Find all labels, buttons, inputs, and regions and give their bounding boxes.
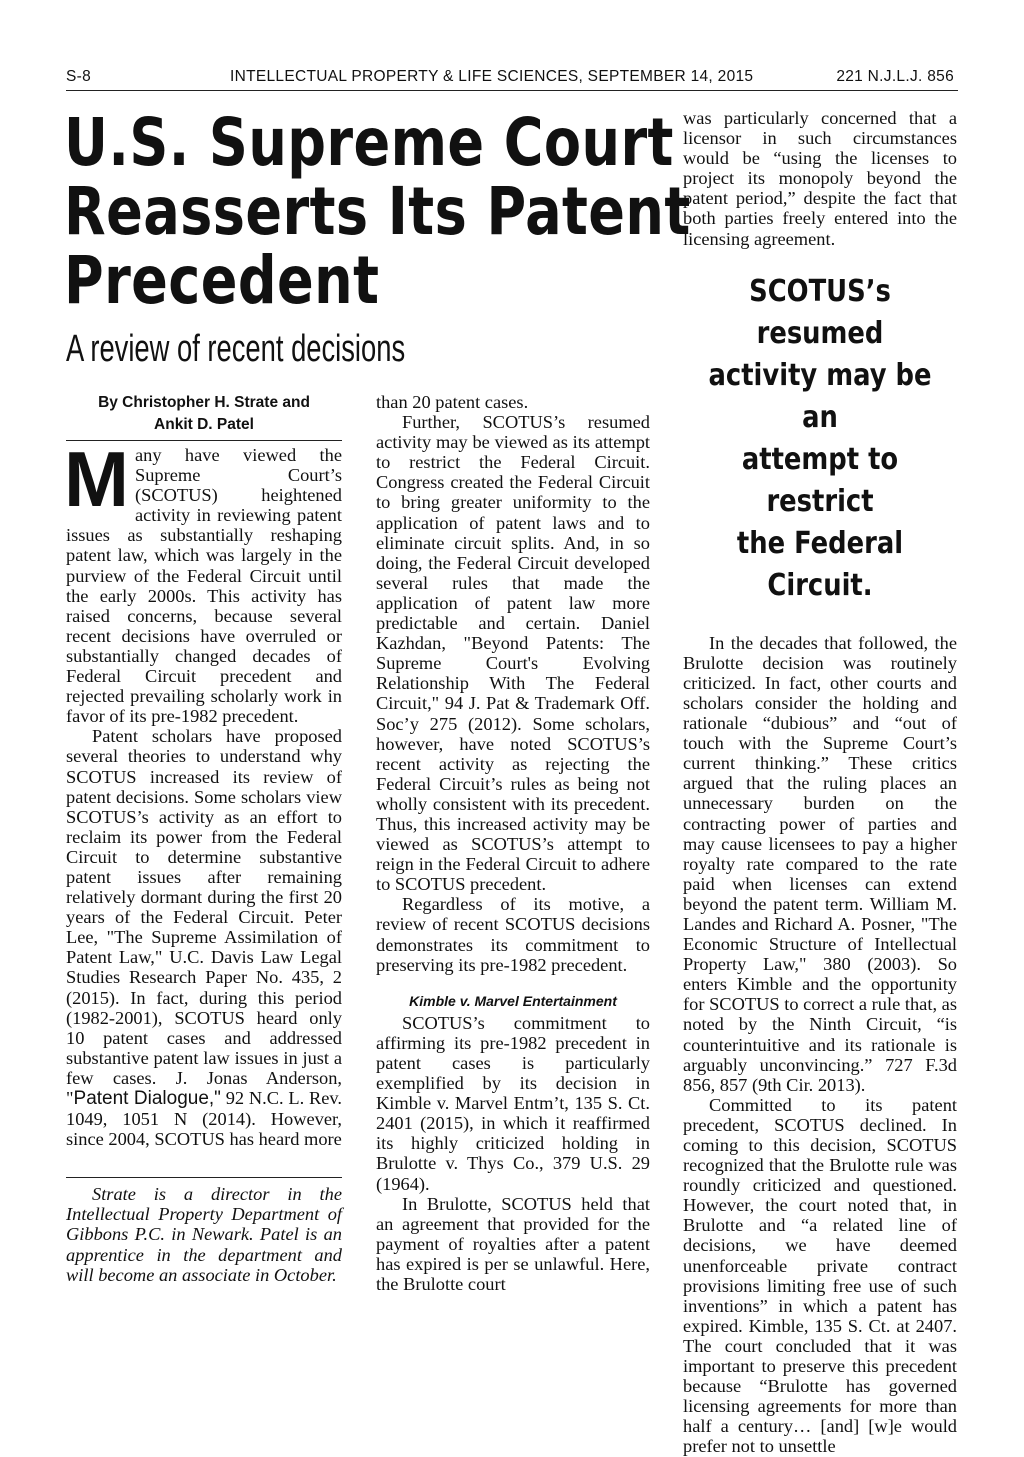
pull-quote-line-3: attempt to restrict — [741, 441, 899, 519]
paragraph-intro — [64, 435, 342, 727]
author-bio: Strate is a director in the Intellectual Property Department of Gibbons P.C. in Newark. Patel is an apprentice in the department and will become an associate in October. — [66, 1184, 342, 1285]
pull-quote — [702, 271, 938, 607]
byline-line-2: Ankit D. Patel — [154, 416, 254, 433]
paragraph-col3-2: In the decades that followed, the Brulotte decision was routinely criticized. In fact, other courts and scholars consider the holding and rationale “dubious” and “out of touch with the Supreme Court’s current thinking.” These critics argued that the ruling places an unnecessary burden on the contracting power of parties and may cause licensees to pay a higher royalty rate compared to the rate paid when licenses can extend beyond the patent term. William M. Landes and Richard A. Posner, "The Economic Structure of Intellectual Property Law," 380 (2003). So enters Kimble and the opportunity for SCOTUS to correct a rule that, as noted by the Ninth Circuit, “is counterintuitive and its rationale is arguably unconvincing.” 727 F.3d 856, 857 (9th Cir. 2013). — [683, 632, 957, 1095]
headline-line-2: Reasserts Its Patent — [64, 173, 691, 250]
paragraph-theories — [66, 726, 342, 1149]
citation: 221 N.J.L.J. 856 — [836, 68, 954, 85]
theories-text-c: 92 N.C. L. Rev. 1049, 1051 N (2014). However, since 2004, SCOTUS has heard more — [66, 1088, 342, 1150]
paragraph-col2-3: Regardless of its motive, a review of recent SCOTUS decisions demonstrates its commitment to preserving its pre-1982 precedent. — [376, 894, 650, 975]
article-subtitle: A review of recent decisions — [66, 328, 406, 370]
running-header — [66, 66, 958, 91]
column-1 — [66, 392, 342, 1285]
bio-divider — [66, 1177, 342, 1178]
page-number: S-8 — [66, 68, 92, 85]
paragraph-col3-3: Committed to its patent precedent, SCOTUS declined. In coming to this decision, SCOTUS recognized that the Brulotte rule was roundly criticized and questioned. However, the court noted that, in Brulotte and “a related line of decisions, we have deemed unenforceable private contract provisions limiting free use of such inventions” in which a patent has expired. Kimble, 135 S. Ct. at 2407. The court concluded that it was important to preserve this precedent because “Brulotte has governed licensing agreements for more than half a century… [and] [w]e would prefer not to unsettle — [683, 1094, 957, 1457]
paragraph-col2-2: Further, SCOTUS’s resumed activity may be viewed as its attempt to restrict the Federal Circuit. Congress created the Federal Circuit to bring greater uniformity to the application of patent laws and to eliminate circuit splits. And, in so doing, the Federal Circuit developed several rules that made the application of patent law more predictable and certain. Daniel Kazhdan, "Beyond Patents: The Supreme Court's Evolving Relationship With The Federal Circuit," 94 J. Pat & Trademark Off. Soc’y 275 (2012). Some scholars, however, have noted SCOTUS’s recent activity as rejecting the Federal Circuit’s rules as being not wholly consistent with its precedent. Thus, this increased activity may be viewed as SCOTUS’s attempt to reign in the Federal Circuit to adhere to SCOTUS precedent. — [376, 412, 650, 895]
byline — [66, 392, 342, 441]
paragraph-col3-1: was particularly concerned that a licensor in such circumstances would be “using the licenses to project its monopoly beyond the patent period,” despite the fact that both parties freely entered into the licensing agreement. — [683, 108, 957, 249]
article-headline — [64, 104, 691, 319]
column-2 — [376, 392, 650, 1294]
section-heading-kimble: Kimble v. Marvel Entertainment — [409, 992, 617, 1009]
publication-line: INTELLECTUAL PROPERTY & LIFE SCIENCES, SEPTEMBER 14, 2015 — [230, 68, 754, 85]
pull-quote-line-4: the Federal Circuit. — [736, 525, 904, 603]
theories-text-b: Patent Dialogue," — [73, 1088, 221, 1109]
drop-cap: M — [64, 435, 129, 523]
theories-text-a: Patent scholars have proposed several theories to understand why SCOTUS increased its review of patent decisions. Some scholars view SCOTUS’s activity as an effort to reclaim its power from the Federal Circuit to determine substantive patent issues after remaining relatively dormant during the first 20 years of the Federal Circuit. Peter Lee, "The Supreme Assimilation of Patent Law," U.C. Davis Law Legal Studies Research Paper No. 435, 2 (2015). In fact, during this period (1982-2001), SCOTUS heard only 10 patent cases and addressed substantive patent law issues in just a few cases. J. Jonas Anderson, " — [66, 726, 342, 1108]
byline-line-1: By Christopher H. Strate and — [98, 394, 310, 411]
paragraph-col2-1: than 20 patent cases. — [376, 392, 529, 412]
headline-line-1: U.S. Supreme Court — [64, 104, 674, 181]
paragraph-col2-5: In Brulotte, SCOTUS held that an agreement that provided for the payment of royalties after a patent has expired is per se unlawful. Here, the Brulotte court — [376, 1193, 650, 1295]
pull-quote-line-1: SCOTUS’s resumed — [749, 273, 891, 351]
paragraph-col2-4: SCOTUS’s commitment to affirming its pre-1982 precedent in patent cases is particularly exemplified by its decision in Kimble v. Marvel Entm’t, 135 S. Ct. 2401 (2015), in which it reaffirmed its highly criticized holding in Brulotte v. Thys Co., 379 U.S. 29 (1964). — [376, 1012, 650, 1194]
column-3 — [683, 108, 957, 1457]
headline-line-3: Precedent — [64, 242, 380, 319]
pull-quote-line-2: activity may be an — [708, 357, 932, 435]
intro-text: any have viewed the Supreme Court’s (SCOTUS) heightened activity in reviewing patent issues as substantially reshaping patent law, which was largely in the purview of the Federal Circuit until the early 2000s. This activity has raised concerns, because several recent decisions have overruled or substantially changed decades of Federal Circuit precedent and rejected prevailing scholarly work in favor of its pre-1982 precedent. — [66, 445, 342, 727]
